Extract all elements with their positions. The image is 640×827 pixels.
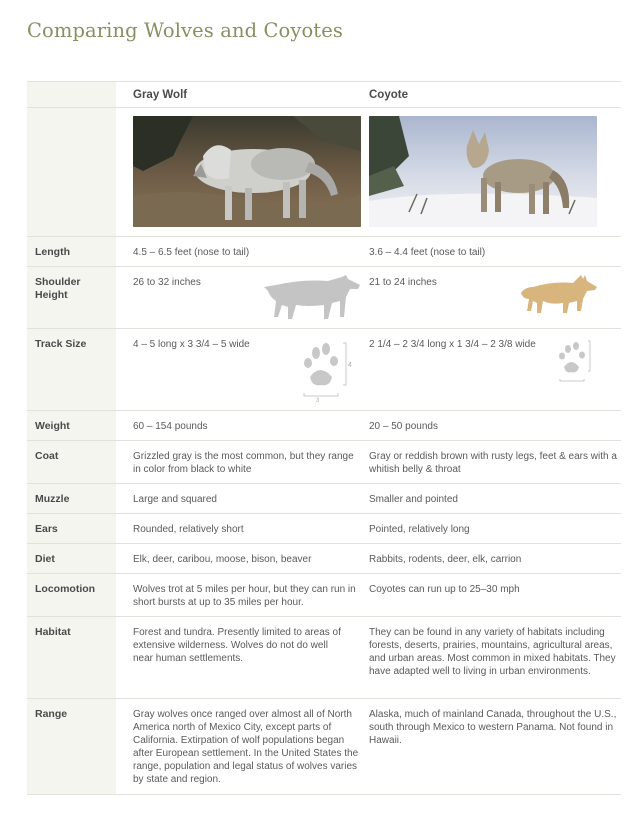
coyote-value: Pointed, relatively long	[369, 524, 470, 535]
svg-text:3: 3	[316, 398, 320, 403]
row-length	[27, 237, 621, 267]
row-label: Track Size	[27, 329, 116, 410]
row-label: Locomotion	[27, 574, 116, 616]
coyote-silhouette-icon	[519, 273, 599, 315]
svg-text:4: 4	[348, 362, 352, 369]
gray-wolf-photo	[133, 116, 361, 227]
row-locomotion	[27, 574, 621, 617]
row-diet	[27, 544, 621, 574]
wolf-photo-cell	[116, 108, 369, 236]
row-weight	[27, 411, 621, 441]
wolf-value: Forest and tundra. Presently limited to areas of extensive wilderness. Wolves do not do well near human settlements.	[133, 627, 341, 664]
wolf-value-cell	[116, 329, 369, 410]
row-muzzle	[27, 484, 621, 514]
wolf-value: 26 to 32 inches	[133, 277, 201, 288]
row-label: Weight	[27, 411, 116, 440]
coyote-value: 20 – 50 pounds	[369, 421, 438, 432]
wolf-silhouette-icon	[262, 275, 362, 321]
coyote-value: Coyotes can run up to 25–30 mph	[369, 584, 520, 595]
coyote-track-icon	[557, 337, 607, 387]
row-habitat	[27, 617, 621, 699]
row-track-size	[27, 329, 621, 411]
row-label: Habitat	[27, 617, 116, 698]
coyote-value: Alaska, much of mainland Canada, throughout the U.S., south through Mexico to western Panama. Not found in Hawaii.	[369, 709, 617, 746]
row-range	[27, 699, 621, 795]
wolf-value: Wolves trot at 5 miles per hour, but they can run in short bursts at up to 35 miles per hour.	[133, 584, 356, 608]
coyote-value-cell	[369, 329, 621, 410]
coyote-value: 21 to 24 inches	[369, 277, 437, 288]
coyote-value-cell	[369, 267, 621, 328]
photo-row	[27, 108, 621, 237]
row-label: Ears	[27, 514, 116, 543]
coyote-value: They can be found in any variety of habitats including forests, deserts, prairies, mountains, agricultural areas, and urban areas. Most common in mixed habitats. They have adapted well to living in urban environments.	[369, 627, 616, 677]
wolf-value: Elk, deer, caribou, moose, bison, beaver	[133, 554, 312, 565]
row-label: Length	[27, 237, 116, 266]
coyote-photo	[369, 116, 597, 227]
coyote-photo-cell	[369, 108, 621, 236]
photo-label-cell	[27, 108, 116, 236]
header-label-cell	[27, 82, 116, 107]
coyote-value: Smaller and pointed	[369, 494, 458, 505]
wolf-value: Large and squared	[133, 494, 217, 505]
wolf-value: 4.5 – 6.5 feet (nose to tail)	[133, 247, 250, 258]
header-row	[27, 82, 621, 108]
row-coat	[27, 441, 621, 484]
column-header-coyote: Coyote	[369, 89, 408, 101]
coyote-value: Gray or reddish brown with rusty legs, feet & ears with a whitish belly & throat	[369, 451, 617, 475]
row-label: Muzzle	[27, 484, 116, 513]
row-ears	[27, 514, 621, 544]
wolf-value: Gray wolves once ranged over almost all of North America north of Mexico City, except parts of California. Extirpation of wolf populations began after European settlement. In the United States the range, population and legal status of wolves varies by state and region.	[133, 709, 359, 785]
row-shoulder-height	[27, 267, 621, 329]
wolf-value: 4 – 5 long x 3 3/4 – 5 wide	[133, 339, 250, 350]
wolf-value: 60 – 154 pounds	[133, 421, 208, 432]
row-label: Coat	[27, 441, 116, 483]
coyote-value: 3.6 – 4.4 feet (nose to tail)	[369, 247, 486, 258]
row-label: Range	[27, 699, 116, 794]
comparison-table	[27, 81, 621, 795]
coyote-value: Rabbits, rodents, deer, elk, carrion	[369, 554, 522, 565]
wolf-value: Rounded, relatively short	[133, 524, 244, 535]
column-header-wolf: Gray Wolf	[133, 89, 188, 101]
page-title: Comparing Wolves and Coyotes	[27, 19, 343, 42]
wolf-value: Grizzled gray is the most common, but they range in color from black to white	[133, 451, 354, 475]
wolf-value-cell	[116, 267, 369, 328]
row-label: Diet	[27, 544, 116, 573]
coyote-value: 2 1/4 – 2 3/4 long x 1 3/4 – 2 3/8 wide	[369, 339, 536, 350]
wolf-track-icon	[300, 337, 360, 403]
row-label: Shoulder Height	[27, 267, 116, 328]
